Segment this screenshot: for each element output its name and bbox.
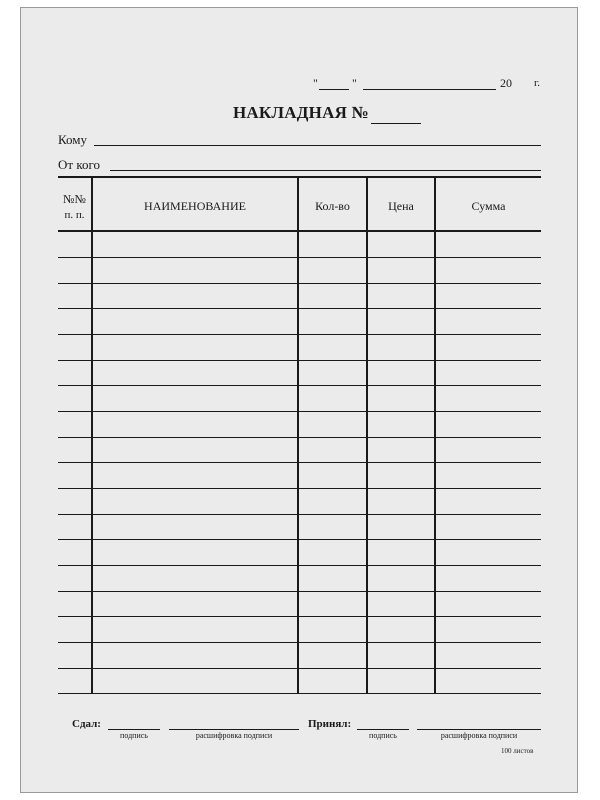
received-signature-line[interactable]: [357, 729, 409, 730]
from-field-line[interactable]: [110, 170, 541, 171]
table-row[interactable]: [58, 462, 541, 463]
received-decoding-caption: расшифровка подписи: [440, 731, 518, 740]
handed-decoding-line[interactable]: [169, 729, 299, 730]
table-row[interactable]: [58, 283, 541, 284]
table-row[interactable]: [58, 360, 541, 361]
table-row[interactable]: [58, 668, 541, 669]
table-row[interactable]: [58, 642, 541, 643]
table-row[interactable]: [58, 334, 541, 335]
table-top-border: [58, 176, 541, 178]
handed-label: Сдал:: [72, 718, 101, 730]
header-sum: Сумма: [471, 199, 506, 213]
copies-note: 100 листов: [501, 747, 534, 755]
table-row[interactable]: [58, 616, 541, 617]
invoice-form-sheet: [20, 7, 578, 793]
date-quote-open: ": [313, 76, 318, 90]
date-year-prefix: 20: [500, 76, 512, 90]
document-title: НАКЛАДНАЯ №: [233, 103, 369, 122]
header-quantity: Кол-во: [315, 199, 350, 213]
date-month-line[interactable]: [363, 89, 496, 90]
table-row[interactable]: [58, 514, 541, 515]
to-field-line[interactable]: [94, 145, 541, 146]
table-row[interactable]: [58, 308, 541, 309]
header-number-line1: №№: [63, 192, 86, 206]
table-row[interactable]: [58, 385, 541, 386]
invoice-number-line[interactable]: [371, 123, 421, 124]
header-number-line2: п. п.: [64, 209, 85, 221]
from-label: От кого: [58, 157, 100, 172]
items-table: [58, 176, 541, 694]
header-number: [58, 192, 91, 221]
handed-signature-line[interactable]: [108, 729, 160, 730]
table-row[interactable]: [58, 437, 541, 438]
table-row[interactable]: [58, 411, 541, 412]
table-row[interactable]: [58, 539, 541, 540]
handed-decoding-caption: расшифровка подписи: [195, 731, 273, 740]
table-row[interactable]: [58, 257, 541, 258]
table-header-border: [58, 230, 541, 232]
header-name: НАИМЕНОВАНИЕ: [144, 199, 246, 213]
date-year-suffix: г.: [534, 77, 541, 89]
received-label: Принял:: [308, 718, 352, 730]
received-decoding-line[interactable]: [417, 729, 541, 730]
received-signature-caption: подпись: [369, 731, 397, 740]
table-row[interactable]: [58, 591, 541, 592]
to-label: Кому: [58, 132, 88, 147]
date-day-line[interactable]: [319, 89, 349, 90]
table-row[interactable]: [58, 693, 541, 694]
handed-signature-caption: подпись: [120, 731, 148, 740]
table-row[interactable]: [58, 565, 541, 566]
header-price: Цена: [388, 199, 414, 213]
date-quote-close: ": [352, 76, 357, 90]
table-row[interactable]: [58, 488, 541, 489]
